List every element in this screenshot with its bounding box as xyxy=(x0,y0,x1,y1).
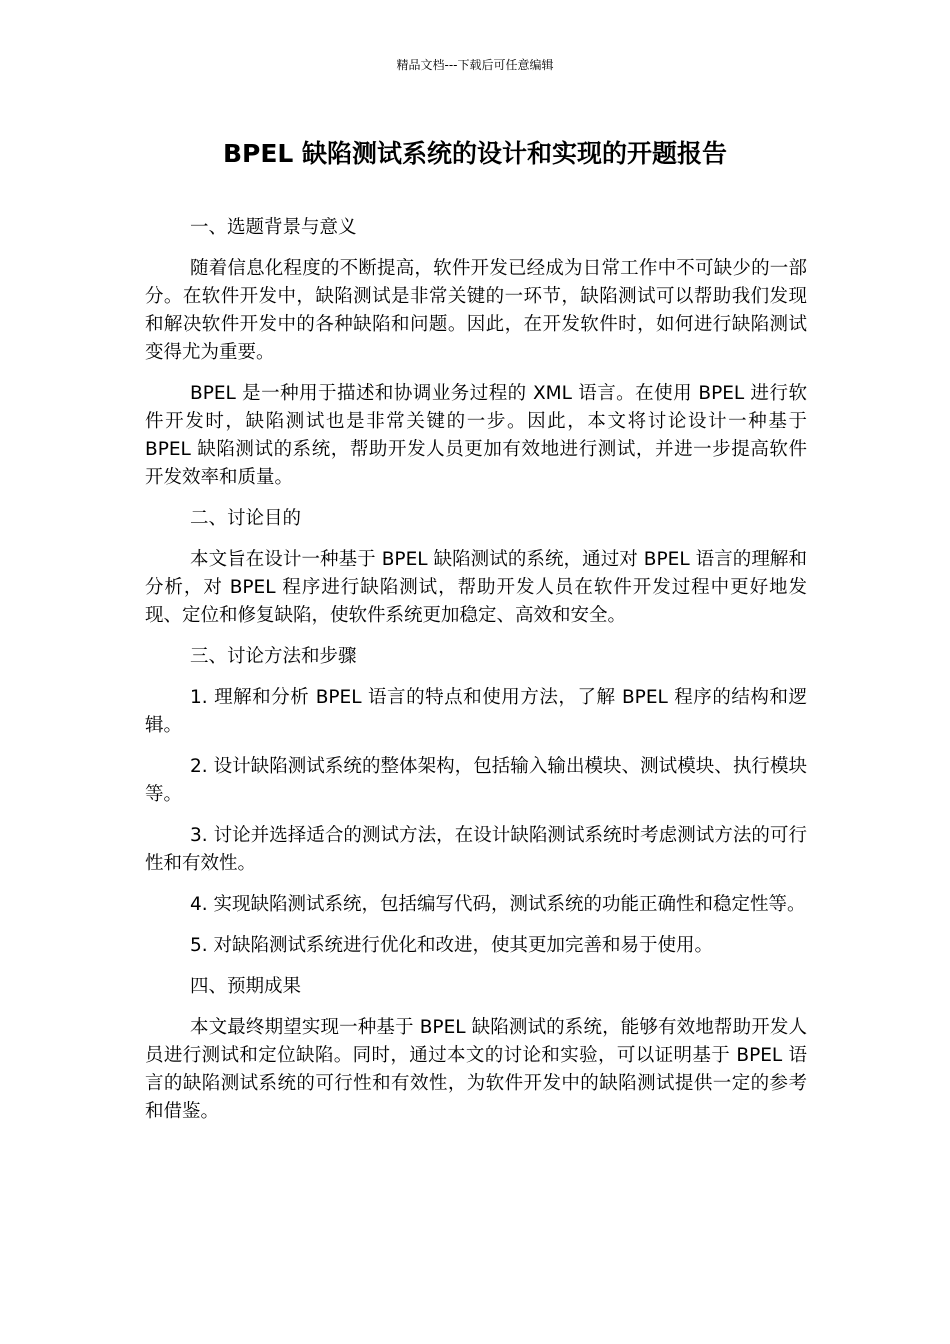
paragraph: 本文最终期望实现一种基于 BPEL 缺陷测试的系统，能够有效地帮助开发人员进行测试和定位缺陷。同时，通过本文的讨论和实验，可以证明基于 BPEL 语言的缺陷测试系统的可行性和有效性，为软件开发中的缺陷测试提供一定的参考和借鉴。 xyxy=(145,1017,807,1122)
page-header: 精品文档---下载后可任意编辑 xyxy=(396,58,554,72)
step-item: 2. 设计缺陷测试系统的整体架构，包括输入输出模块、测试模块、执行模块等。 xyxy=(145,756,807,805)
section-heading-background: 一、选题背景与意义 xyxy=(190,217,357,238)
paragraph: BPEL 是一种用于描述和协调业务过程的 XML 语言。在使用 BPEL 进行软件开发时，缺陷测试也是非常关键的一步。因此，本文将讨论设计一种基于 BPEL 缺陷测试的系统，帮助开发人员更加有效地进行测试，并进一步提高软件开发效率和质量。 xyxy=(145,383,807,488)
paragraph: 本文旨在设计一种基于 BPEL 缺陷测试的系统，通过对 BPEL 语言的理解和分析，对 BPEL 程序进行缺陷测试，帮助开发人员在软件开发过程中更好地发现、定位和修复缺陷，使软件系统更加稳定、高效和安全。 xyxy=(145,549,807,626)
document-body xyxy=(145,214,807,1139)
document-title: BPEL 缺陷测试系统的设计和实现的开题报告 xyxy=(222,139,728,168)
section-heading-purpose: 二、讨论目的 xyxy=(190,508,302,529)
step-item: 5. 对缺陷测试系统进行优化和改进，使其更加完善和易于使用。 xyxy=(190,935,714,956)
paragraph: 随着信息化程度的不断提高，软件开发已经成为日常工作中不可缺少的一部分。在软件开发中，缺陷测试是非常关键的一环节，缺陷测试可以帮助我们发现和解决软件开发中的各种缺陷和问题。因此，在开发软件时，如何进行缺陷测试变得尤为重要。 xyxy=(145,258,807,363)
step-item: 4. 实现缺陷测试系统，包括编写代码，测试系统的功能正确性和稳定性等。 xyxy=(190,894,806,915)
section-heading-methods: 三、讨论方法和步骤 xyxy=(190,646,357,667)
step-item: 1. 理解和分析 BPEL 语言的特点和使用方法，了解 BPEL 程序的结构和逻辑。 xyxy=(145,687,807,736)
step-item: 3. 讨论并选择适合的测试方法，在设计缺陷测试系统时考虑测试方法的可行性和有效性。 xyxy=(145,825,807,874)
section-heading-outcomes: 四、预期成果 xyxy=(190,976,302,997)
